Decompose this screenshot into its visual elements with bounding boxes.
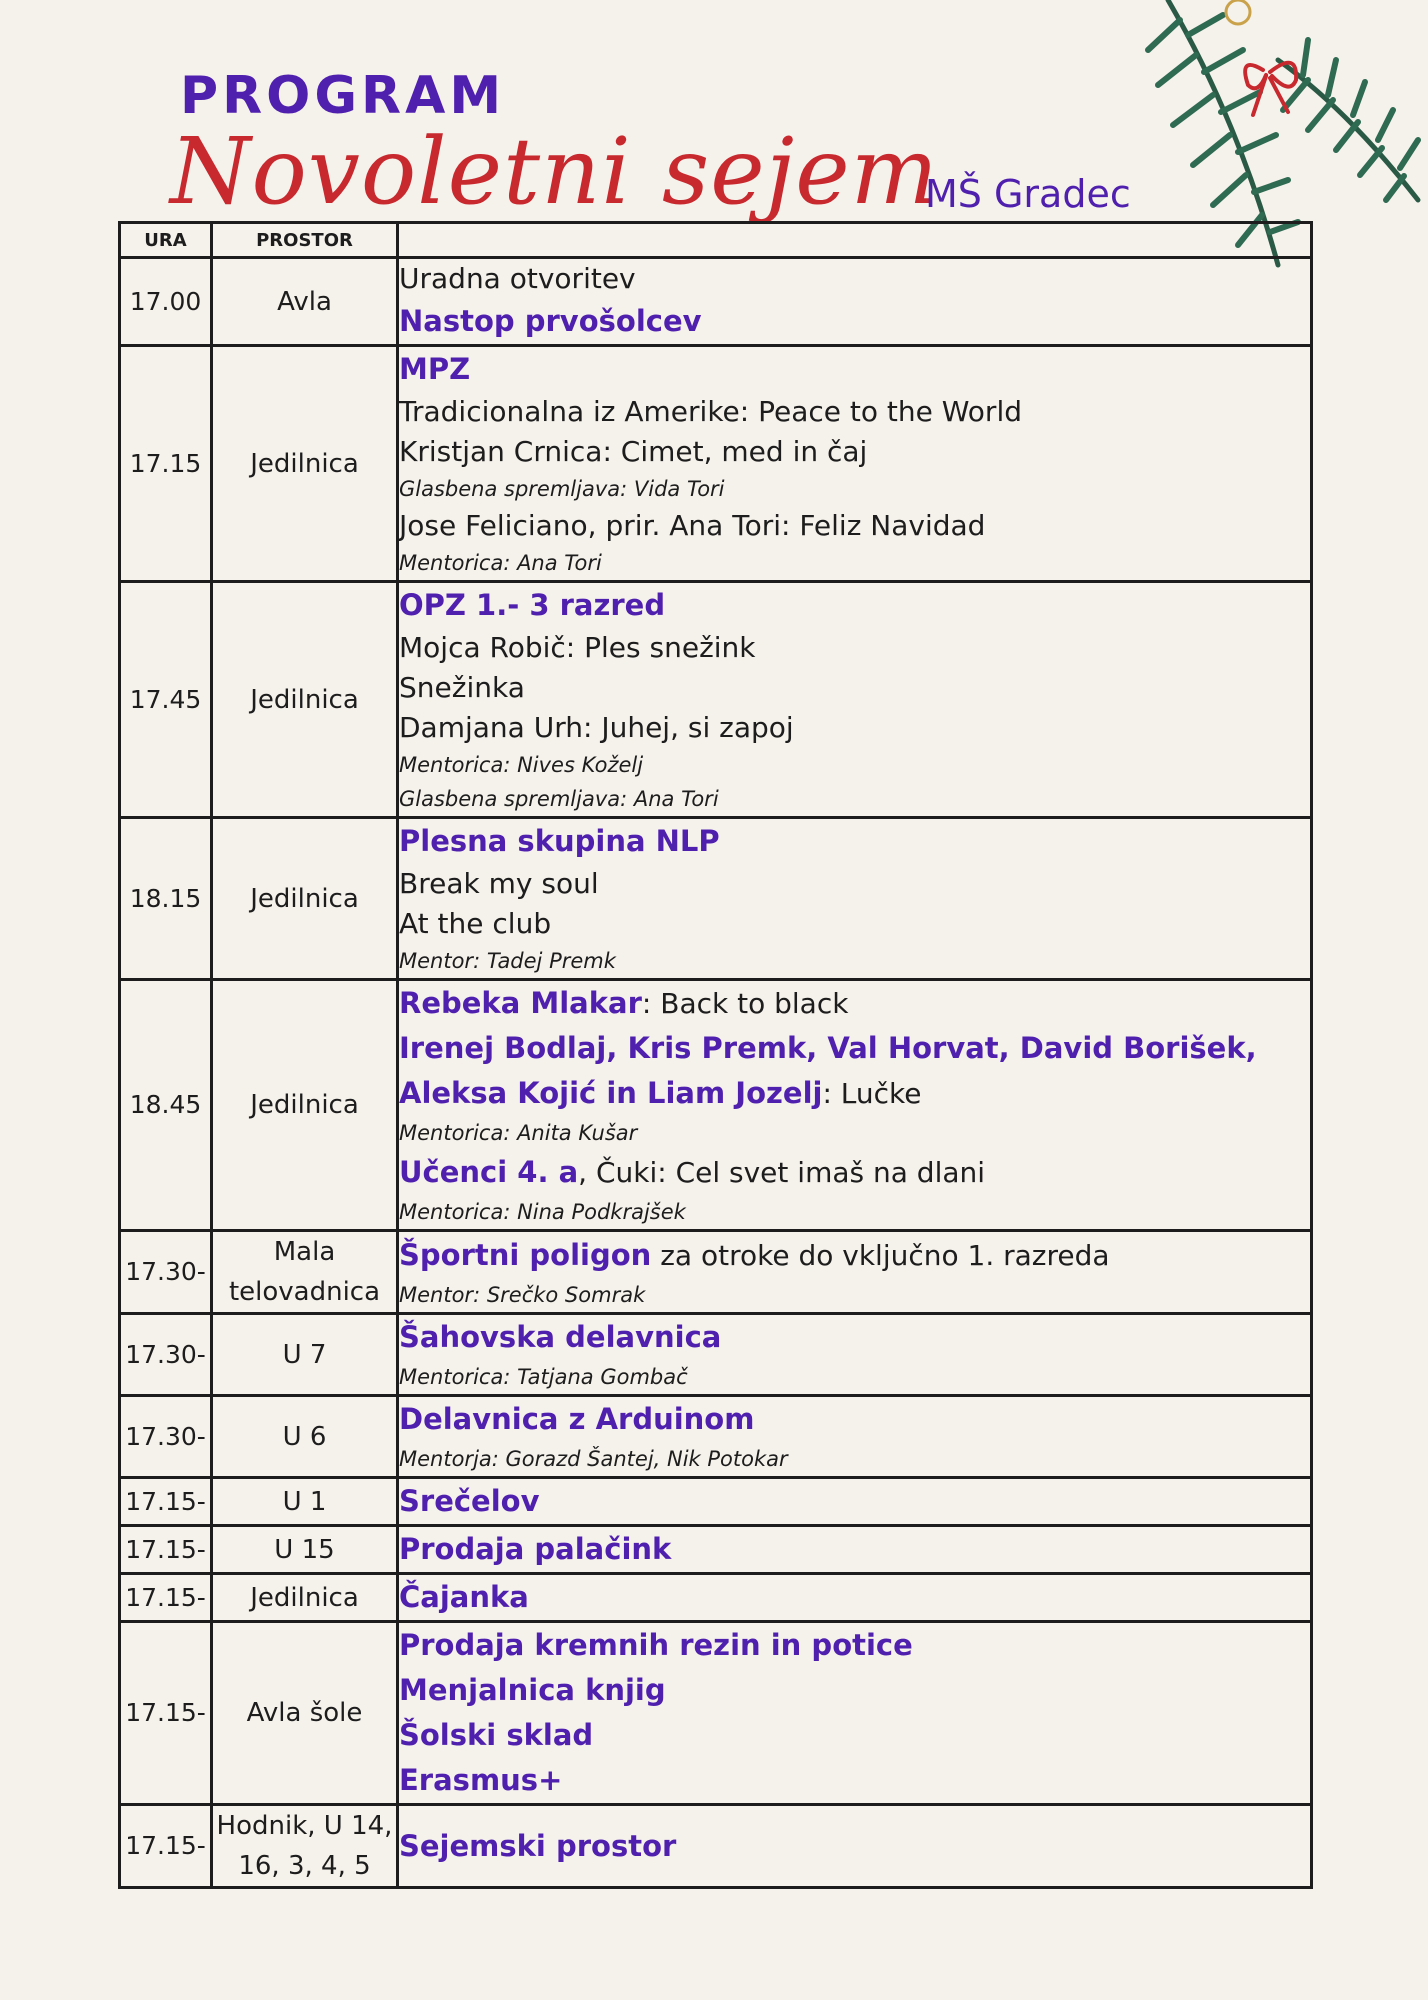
table-header-row: [120, 223, 1312, 258]
program-rows: [120, 258, 1312, 1888]
program-line: Jose Feliciano, prir. Ana Tori: Feliz Navidad: [399, 509, 986, 542]
row-time: 17.15-: [120, 1805, 212, 1888]
row-time: 17.30-: [120, 1396, 212, 1478]
row-room: Avla šole: [212, 1622, 398, 1805]
program-line: Mojca Robič: Ples snežink: [399, 631, 756, 664]
program-line: Glasbena spremljava: Ana Tori: [399, 787, 719, 811]
program-line: [399, 1071, 1310, 1116]
program-line: [399, 1150, 1310, 1195]
song-title: : Lučke: [822, 1077, 922, 1110]
program-line: Šolski sklad: [399, 1718, 594, 1752]
program-label: PROGRAM: [180, 66, 506, 126]
program-line: Kristjan Crnica: Cimet, med in čaj: [399, 435, 868, 468]
performer-name: Učenci 4. a: [399, 1155, 579, 1189]
school-name: MŠ Gradec: [925, 172, 1131, 216]
row-room: Jedilnica: [212, 980, 398, 1231]
row-time: 17.15-: [120, 1622, 212, 1805]
program-line: Čajanka: [399, 1580, 529, 1614]
page-title: Novoletni sejem: [170, 118, 939, 225]
row-program: [398, 258, 1312, 346]
row-room: U 6: [212, 1396, 398, 1478]
table-row: [120, 1526, 1312, 1574]
table-row: [120, 1396, 1312, 1478]
table-row: [120, 1231, 1312, 1314]
row-time: 17.15: [120, 346, 212, 582]
row-room: U 15: [212, 1526, 398, 1574]
program-line: Damjana Urh: Juhej, si zapoj: [399, 711, 794, 744]
column-header-program: [398, 223, 1312, 258]
program-line: Snežinka: [399, 671, 525, 704]
song-title: za otroke do vključno 1. razreda: [651, 1238, 1110, 1272]
row-time: 17.45: [120, 582, 212, 818]
row-room: U 7: [212, 1314, 398, 1396]
program-line: OPZ 1.- 3 razred: [399, 588, 666, 622]
program-line: Plesna skupina NLP: [399, 824, 720, 858]
program-line: At the club: [399, 907, 552, 940]
program-line: MPZ: [399, 352, 471, 386]
performer-name: Športni poligon: [399, 1237, 652, 1272]
program-line: Mentorica: Nives Koželj: [399, 753, 644, 777]
program-line: Break my soul: [399, 867, 599, 900]
program-line: [399, 1233, 1310, 1278]
table-row: [120, 1805, 1312, 1888]
row-time: 17.15-: [120, 1526, 212, 1574]
row-room: Jedilnica: [212, 1574, 398, 1622]
program-line: Šahovska delavnica: [399, 1320, 722, 1354]
row-room: Jedilnica: [212, 582, 398, 818]
row-room: Avla: [212, 258, 398, 346]
column-header-room: PROSTOR: [212, 223, 398, 258]
row-program: [398, 582, 1312, 818]
row-time: 18.45: [120, 980, 212, 1231]
program-line: Delavnica z Arduinom: [399, 1402, 755, 1436]
table-row: [120, 582, 1312, 818]
program-table: [118, 221, 1313, 1889]
program-line: Nastop prvošolcev: [399, 304, 702, 338]
song-title: : Back to black: [641, 987, 849, 1020]
row-room: Hodnik, U 14, 16, 3, 4, 5: [212, 1805, 398, 1888]
program-line: Mentor: Tadej Premk: [399, 949, 616, 973]
program-line: Uradna otvoritev: [399, 262, 636, 295]
song-title: , Čuki: Cel svet imaš na dlani: [578, 1156, 986, 1189]
row-time: 18.15: [120, 818, 212, 980]
row-program: [398, 1396, 1312, 1478]
row-program: [398, 1805, 1312, 1888]
row-time: 17.30-: [120, 1314, 212, 1396]
table-row: [120, 818, 1312, 980]
program-line: [399, 981, 1310, 1026]
table-row: [120, 1622, 1312, 1805]
row-time: 17.15-: [120, 1478, 212, 1526]
program-line: Glasbena spremljava: Vida Tori: [399, 477, 725, 501]
row-room: Mala telovadnica: [212, 1231, 398, 1314]
row-program: [398, 1574, 1312, 1622]
program-line: Prodaja palačink: [399, 1532, 672, 1566]
row-program: [398, 1478, 1312, 1526]
row-room: Jedilnica: [212, 818, 398, 980]
program-line: Mentorica: Anita Kušar: [399, 1121, 638, 1145]
program-line: Mentorica: Ana Tori: [399, 551, 602, 575]
program-line: Mentorica: Tatjana Gombač: [399, 1365, 688, 1389]
program-line: Mentor: Srečko Somrak: [399, 1282, 646, 1307]
row-program: [398, 980, 1312, 1231]
program-line: Sejemski prostor: [399, 1828, 677, 1863]
program-line: Erasmus+: [399, 1763, 563, 1797]
program-line: Tradicionalna iz Amerike: Peace to the World: [399, 395, 1022, 428]
program-line: Mentorja: Gorazd Šantej, Nik Potokar: [399, 1447, 788, 1471]
table-row: [120, 1314, 1312, 1396]
table-row: [120, 1574, 1312, 1622]
program-line: Irenej Bodlaj, Kris Premk, Val Horvat, David Borišek,: [399, 1031, 1257, 1065]
row-time: 17.15-: [120, 1574, 212, 1622]
table-row: [120, 258, 1312, 346]
program-line: Menjalnica knjig: [399, 1673, 666, 1707]
program-line: Srečelov: [399, 1484, 540, 1518]
table-row: [120, 1478, 1312, 1526]
performer-name: Rebeka Mlakar: [399, 986, 642, 1020]
row-program: [398, 346, 1312, 582]
row-room: Jedilnica: [212, 346, 398, 582]
row-time: 17.00: [120, 258, 212, 346]
row-program: [398, 1231, 1312, 1314]
row-program: [398, 1314, 1312, 1396]
row-room: U 1: [212, 1478, 398, 1526]
table-row: [120, 980, 1312, 1231]
program-line: Prodaja kremnih rezin in potice: [399, 1628, 913, 1662]
performer-name: Aleksa Kojić in Liam Jozelj: [399, 1076, 823, 1110]
row-time: 17.30-: [120, 1231, 212, 1314]
row-program: [398, 818, 1312, 980]
row-program: [398, 1526, 1312, 1574]
row-program: [398, 1622, 1312, 1805]
column-header-time: URA: [120, 223, 212, 258]
program-line: Mentorica: Nina Podkrajšek: [399, 1200, 686, 1224]
table-row: [120, 346, 1312, 582]
